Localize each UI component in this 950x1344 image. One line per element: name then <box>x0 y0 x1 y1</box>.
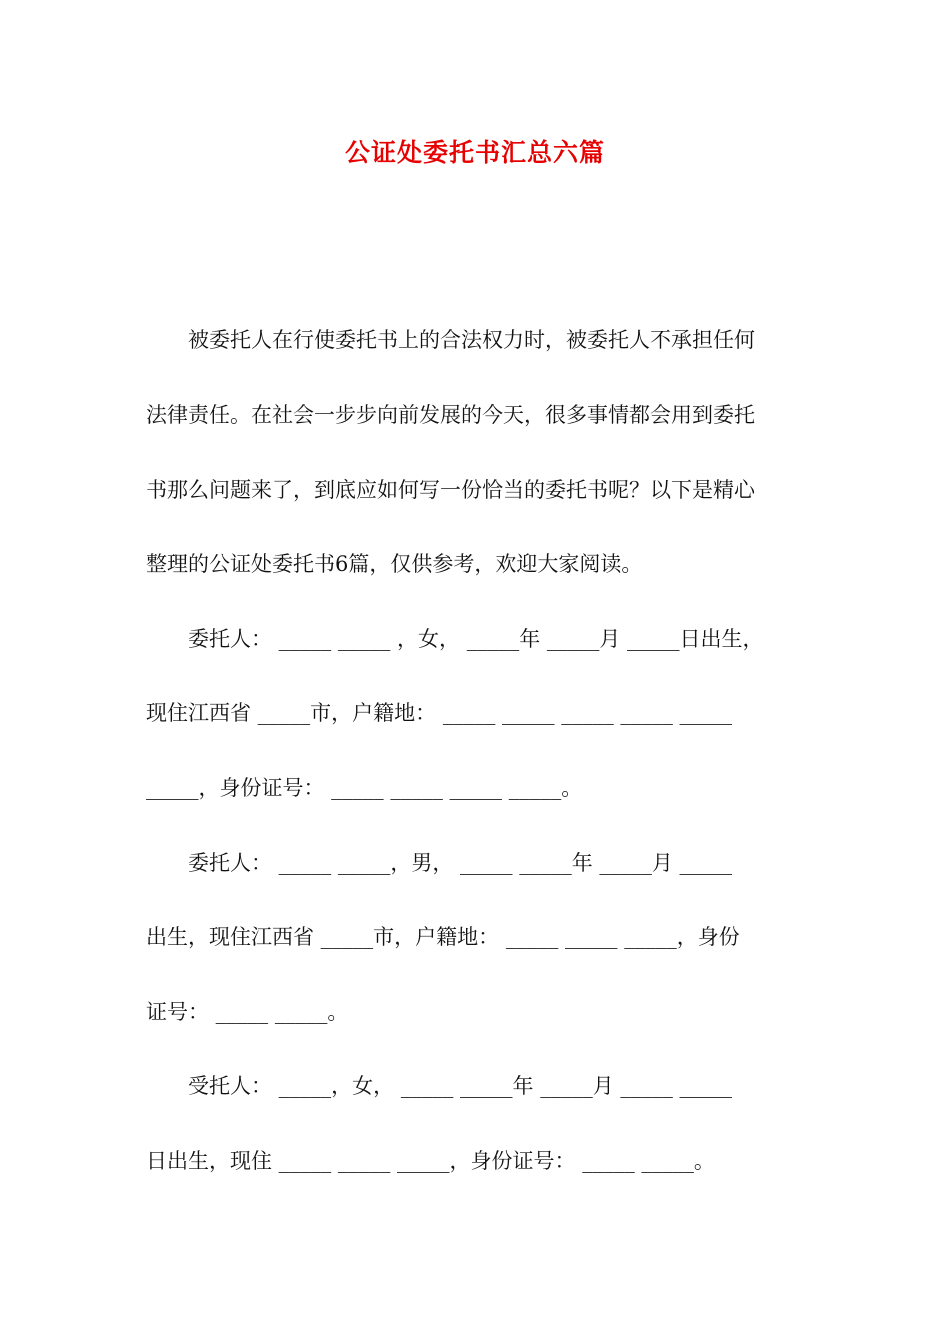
body-line: 委托人： _____ _____ ，女， _____年 _____月 _____日出生， <box>146 627 764 651</box>
body-line: 受托人： _____，女， _____ _____年 _____月 _____ _____ <box>146 1074 733 1098</box>
body-line: _____，身份证号： _____ _____ _____ _____。 <box>146 776 583 800</box>
body-line: 证号： _____ _____。 <box>146 1000 349 1024</box>
body-line: 法律责任。在社会一步步向前发展的今天，很多事情都会用到委托 <box>146 403 755 427</box>
document-title: 公证处委托书汇总六篇 <box>344 138 605 167</box>
body-line: 出生，现住江西省 _____市，户籍地： _____ _____ _____，身份 <box>146 925 740 949</box>
body-line: 委托人： _____ _____，男， _____ _____年 _____月 _____ <box>146 851 733 875</box>
body-line: 整理的公证处委托书6篇，仅供参考，欢迎大家阅读。 <box>146 552 643 576</box>
body-line: 日出生，现住 _____ _____ _____，身份证号： _____ _____。 <box>146 1149 715 1173</box>
body-line: 书那么问题来了，到底应如何写一份恰当的委托书呢？以下是精心 <box>146 478 755 502</box>
body-line: 被委托人在行使委托书上的合法权力时，被委托人不承担任何 <box>146 328 755 352</box>
body-line: 现住江西省 _____市，户籍地： _____ _____ _____ _____ _____ <box>146 701 733 725</box>
